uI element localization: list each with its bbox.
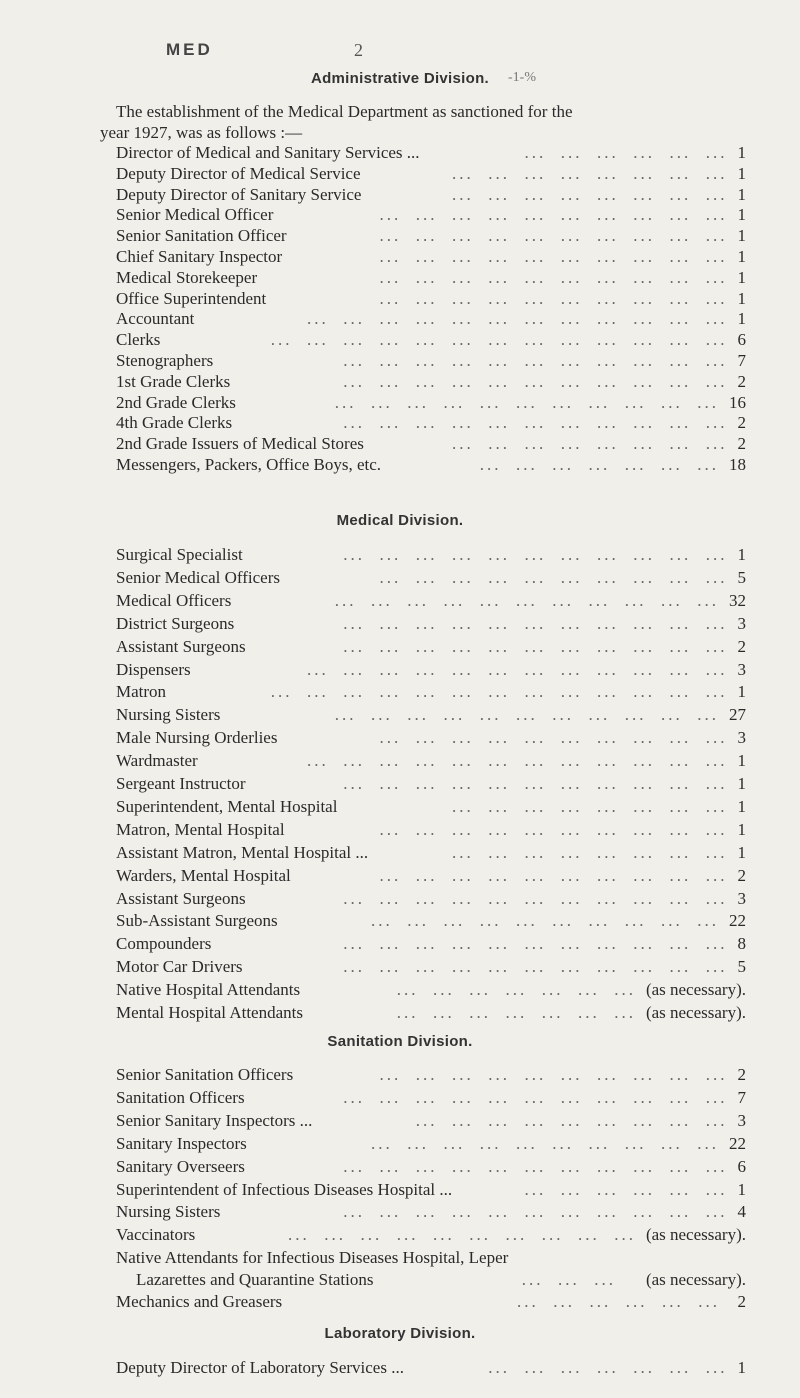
row-name: Deputy Director of Sanitary Service xyxy=(116,184,362,204)
row-name: Nursing Sisters xyxy=(116,1202,221,1222)
list-item: Assistant Surgeons ... ... ... ... ... ... ... ... ... ... ... 2 xyxy=(116,636,746,656)
row-value: 1 xyxy=(737,205,746,225)
list-item: Sanitary Overseers ... ... ... ... ... ... ... ... ... ... ... 6 xyxy=(116,1156,746,1176)
list-item: Chief Sanitary Inspector ... ... ... ... ... ... ... ... ... ... 1 xyxy=(116,247,746,266)
list-item: Senior Medical Officers ... ... ... ... ... ... ... ... ... ... 5 xyxy=(116,567,746,587)
row-value: (as necessary). xyxy=(645,1225,746,1245)
row-name: Office Superintendent xyxy=(116,288,267,308)
row-name: Mental Hospital Attendants xyxy=(116,1003,303,1022)
list-item: Assistant Matron, Mental Hospital ... ... ... ... ... ... ... ... ... 1 xyxy=(116,842,746,862)
row-name: Senior Medical Officers xyxy=(116,567,280,587)
row-name: Surgical Specialist xyxy=(116,545,243,564)
row-value: 1 xyxy=(737,842,746,862)
row-name: Sanitation Officers xyxy=(116,1087,245,1107)
row-value: 2 xyxy=(737,1065,746,1084)
row-name: Nursing Sisters xyxy=(116,705,221,725)
row-name: Matron, Mental Hospital xyxy=(116,819,285,839)
row-name: Deputy Director of Laboratory Services ... xyxy=(116,1358,404,1377)
list-item: Deputy Director of Sanitary Service ... ... ... ... ... ... ... ... 1 xyxy=(116,184,746,204)
list-item: 2nd Grade Issuers of Medical Stores ... ... ... ... ... ... ... ... 2 xyxy=(116,434,746,454)
list-item: Native Hospital Attendants ... ... ... ... ... ... ... (as necessary). xyxy=(116,980,746,1000)
list-item: Warders, Mental Hospital ... ... ... ... ... ... ... ... ... ... 2 xyxy=(116,865,746,885)
row-name: Motor Car Drivers xyxy=(116,957,243,977)
row-name: Senior Medical Officer xyxy=(116,205,274,225)
row-name: Male Nursing Orderlies xyxy=(116,728,278,748)
running-head xyxy=(0,40,800,64)
row-value: 27 xyxy=(729,705,746,725)
row-value: 2 xyxy=(737,1292,746,1311)
row-name: Sanitary Inspectors xyxy=(116,1133,247,1153)
row-value: 1 xyxy=(737,751,746,771)
list-item: Sub-Assistant Surgeons ... ... ... ... ... ... ... ... ... ... 22 xyxy=(116,911,746,931)
medical-division-title: Medical Division. xyxy=(336,512,464,529)
native-attendants-text2: Lazarettes and Quarantine Stations xyxy=(136,1270,374,1289)
list-item: 2nd Grade Clerks ... ... ... ... ... ... ... ... ... ... ... 16 xyxy=(116,392,746,412)
row-name: Dispensers xyxy=(116,659,191,679)
row-value: 4 xyxy=(737,1202,746,1222)
list-item: Superintendent of Infectious Diseases Hospital ... ... ... ... ... ... ... 1 xyxy=(116,1179,746,1199)
row-name: Chief Sanitary Inspector xyxy=(116,247,283,266)
row-value: 22 xyxy=(729,911,746,931)
row-value: 3 xyxy=(737,613,746,633)
row-name: 1st Grade Clerks xyxy=(116,371,231,391)
list-item: District Surgeons ... ... ... ... ... ... ... ... ... ... ... 3 xyxy=(116,613,746,633)
mechanics-row: Mechanics and Greasers ... ... ... ... ... ... 2 xyxy=(116,1292,746,1311)
row-value: 2 xyxy=(737,865,746,885)
list-item: Compounders ... ... ... ... ... ... ... ... ... ... ... 8 xyxy=(116,934,746,954)
list-item: Matron, Mental Hospital ... ... ... ... ... ... ... ... ... ... 1 xyxy=(116,819,746,839)
row-name: 2nd Grade Clerks xyxy=(116,392,236,412)
row-value: 1 xyxy=(737,143,746,162)
row-value: 6 xyxy=(737,330,746,350)
row-value: 2 xyxy=(737,434,746,454)
row-name: Accountant xyxy=(116,309,195,329)
list-item: Deputy Director of Medical Service ... ... ... ... ... ... ... ... 1 xyxy=(116,163,746,183)
native-attendants-value: (as necessary). xyxy=(645,1270,746,1289)
native-attendants-line2: Lazarettes and Quarantine Stations ... ... ... (as necessary). xyxy=(136,1270,746,1289)
list-item: Surgical Specialist ... ... ... ... ... ... ... ... ... ... ... 1 xyxy=(116,545,746,564)
list-item: Medical Storekeeper ... ... ... ... ... ... ... ... ... ... 1 xyxy=(116,267,746,287)
row-value: 2 xyxy=(737,636,746,656)
row-name: Native Hospital Attendants xyxy=(116,980,301,1000)
list-item: Assistant Surgeons ... ... ... ... ... ... ... ... ... ... ... 3 xyxy=(116,888,746,908)
row-value: 1 xyxy=(737,1358,746,1377)
row-name: Sanitary Overseers xyxy=(116,1156,245,1176)
list-item: Senior Sanitary Inspectors ... ... ... ... ... ... ... ... ... ... 3 xyxy=(116,1110,746,1130)
list-item: Sanitation Officers ... ... ... ... ... ... ... ... ... ... ... 7 xyxy=(116,1087,746,1107)
row-value: 1 xyxy=(737,682,746,702)
laboratory-division-title: Laboratory Division. xyxy=(324,1325,476,1342)
row-value: 1 xyxy=(737,774,746,793)
row-value: (as necessary). xyxy=(645,1003,746,1022)
list-item: Vaccinators ... ... ... ... ... ... ... ... ... ... (as necessary). xyxy=(116,1225,746,1245)
row-name: Vaccinators xyxy=(116,1225,196,1245)
list-item: Dispensers ... ... ... ... ... ... ... ... ... ... ... ... 3 xyxy=(116,659,746,679)
list-item: Matron ... ... ... ... ... ... ... ... ... ... ... ... ... 1 xyxy=(116,682,746,702)
row-value: 32 xyxy=(729,590,746,610)
row-value: 1 xyxy=(737,819,746,839)
list-item: Messengers, Packers, Office Boys, etc. ... ... ... ... ... ... ... 18 xyxy=(116,455,746,474)
sanitation-division-title: Sanitation Division. xyxy=(327,1033,473,1050)
row-value: 22 xyxy=(729,1133,746,1153)
list-item: Male Nursing Orderlies ... ... ... ... ... ... ... ... ... ... 3 xyxy=(116,728,746,748)
list-item: Mental Hospital Attendants ... ... ... ... ... ... ... (as necessary). xyxy=(116,1003,746,1022)
row-name: Assistant Surgeons xyxy=(116,888,246,908)
page-number: 2 xyxy=(354,40,363,60)
row-name: 4th Grade Clerks xyxy=(116,413,233,433)
list-item: Medical Officers ... ... ... ... ... ... ... ... ... ... ... 32 xyxy=(116,590,746,610)
row-name: Wardmaster xyxy=(116,751,198,771)
row-value: 2 xyxy=(737,371,746,391)
list-item: Nursing Sisters ... ... ... ... ... ... ... ... ... ... ... 4 xyxy=(116,1202,746,1222)
row-value: 18 xyxy=(729,455,746,474)
row-name: Warders, Mental Hospital xyxy=(116,865,291,885)
row-name: 2nd Grade Issuers of Medical Stores xyxy=(116,434,364,454)
row-value: 1 xyxy=(737,1179,746,1199)
row-value: 2 xyxy=(737,413,746,433)
list-item: Deputy Director of Laboratory Services ... ... ... ... ... ... ... ... 1 xyxy=(116,1358,746,1377)
row-value: 3 xyxy=(737,728,746,748)
row-name: Messengers, Packers, Office Boys, etc. xyxy=(116,455,382,474)
row-name: Senior Sanitation Officers xyxy=(116,1065,294,1084)
row-value: 1 xyxy=(737,247,746,266)
list-item: Superintendent, Mental Hospital ... ... ... ... ... ... ... ... 1 xyxy=(116,796,746,816)
list-item: Nursing Sisters ... ... ... ... ... ... ... ... ... ... ... 27 xyxy=(116,705,746,725)
row-name: Superintendent, Mental Hospital xyxy=(116,796,338,816)
row-value: 3 xyxy=(737,659,746,679)
row-value: 1 xyxy=(737,545,746,564)
row-value: 1 xyxy=(737,184,746,204)
list-item: Senior Sanitation Officers ... ... ... ... ... ... ... ... ... ... 2 xyxy=(116,1065,746,1084)
row-name: Sub-Assistant Surgeons xyxy=(116,911,278,931)
row-value: 7 xyxy=(737,351,746,370)
row-value: 1 xyxy=(737,309,746,329)
row-value: 1 xyxy=(737,796,746,816)
list-item: 4th Grade Clerks ... ... ... ... ... ... ... ... ... ... ... 2 xyxy=(116,413,746,433)
row-name: Assistant Matron, Mental Hospital ... xyxy=(116,842,369,862)
row-name: Medical Officers xyxy=(116,590,232,610)
row-value: 1 xyxy=(737,226,746,246)
row-value: 1 xyxy=(737,163,746,183)
row-value: 3 xyxy=(737,1110,746,1130)
list-item: 1st Grade Clerks ... ... ... ... ... ... ... ... ... ... ... 2 xyxy=(116,371,746,391)
list-item: Accountant ... ... ... ... ... ... ... ... ... ... ... ... 1 xyxy=(116,309,746,329)
row-name: District Surgeons xyxy=(116,613,235,633)
row-value: 8 xyxy=(737,934,746,954)
list-item: Clerks ... ... ... ... ... ... ... ... ... ... ... ... ... 6 xyxy=(116,330,746,350)
row-name: Assistant Surgeons xyxy=(116,636,246,656)
row-name: Medical Storekeeper xyxy=(116,267,258,287)
row-name: Sergeant Instructor xyxy=(116,774,246,793)
row-value: 5 xyxy=(737,567,746,587)
native-attendants-line1 xyxy=(116,1247,746,1269)
row-name: Senior Sanitary Inspectors ... xyxy=(116,1110,313,1130)
row-name: Mechanics and Greasers xyxy=(116,1292,283,1311)
row-value: 16 xyxy=(729,392,746,412)
list-item: Sergeant Instructor ... ... ... ... ... ... ... ... ... ... ... 1 xyxy=(116,774,746,793)
row-name: Director of Medical and Sanitary Services ... xyxy=(116,143,420,162)
row-name: Matron xyxy=(116,682,167,702)
row-name: Stenographers xyxy=(116,351,214,370)
row-value: 3 xyxy=(737,888,746,908)
row-value: 6 xyxy=(737,1156,746,1176)
list-item: Office Superintendent ... ... ... ... ... ... ... ... ... ... 1 xyxy=(116,288,746,308)
margin-mark: -1-% xyxy=(508,70,536,85)
list-item: Wardmaster ... ... ... ... ... ... ... ... ... ... ... ... 1 xyxy=(116,751,746,771)
intro-line-2: year 1927, was as follows :— xyxy=(100,123,303,142)
admin-division-title: Administrative Division. xyxy=(310,70,490,87)
list-item: Motor Car Drivers ... ... ... ... ... ... ... ... ... ... ... 5 xyxy=(116,957,746,977)
row-name: Deputy Director of Medical Service xyxy=(116,163,361,183)
running-title: MED xyxy=(166,40,213,59)
row-value: 7 xyxy=(737,1087,746,1107)
row-value: 1 xyxy=(737,288,746,308)
list-item: Senior Sanitation Officer ... ... ... ... ... ... ... ... ... ... 1 xyxy=(116,226,746,246)
row-name: Senior Sanitation Officer xyxy=(116,226,287,246)
row-value: 1 xyxy=(737,267,746,287)
intro-line-1: The establishment of the Medical Department as sanctioned for the xyxy=(116,102,573,121)
list-item: Senior Medical Officer ... ... ... ... ... ... ... ... ... ... 1 xyxy=(116,205,746,225)
intro-paragraph xyxy=(100,101,740,143)
list-item: Sanitary Inspectors ... ... ... ... ... ... ... ... ... ... 22 xyxy=(116,1133,746,1153)
row-name: Clerks xyxy=(116,330,161,350)
row-name: Compounders xyxy=(116,934,212,954)
list-item: Stenographers ... ... ... ... ... ... ... ... ... ... ... 7 xyxy=(116,351,746,370)
list-item: Director of Medical and Sanitary Services ... ... ... ... ... ... ... 1 xyxy=(116,143,746,162)
row-value: (as necessary). xyxy=(645,980,746,1000)
native-attendants-text: Native Attendants for Infectious Diseases Hospital, Leper xyxy=(116,1248,509,1267)
row-value: 5 xyxy=(737,957,746,977)
row-name: Superintendent of Infectious Diseases Hospital ... xyxy=(116,1179,453,1199)
